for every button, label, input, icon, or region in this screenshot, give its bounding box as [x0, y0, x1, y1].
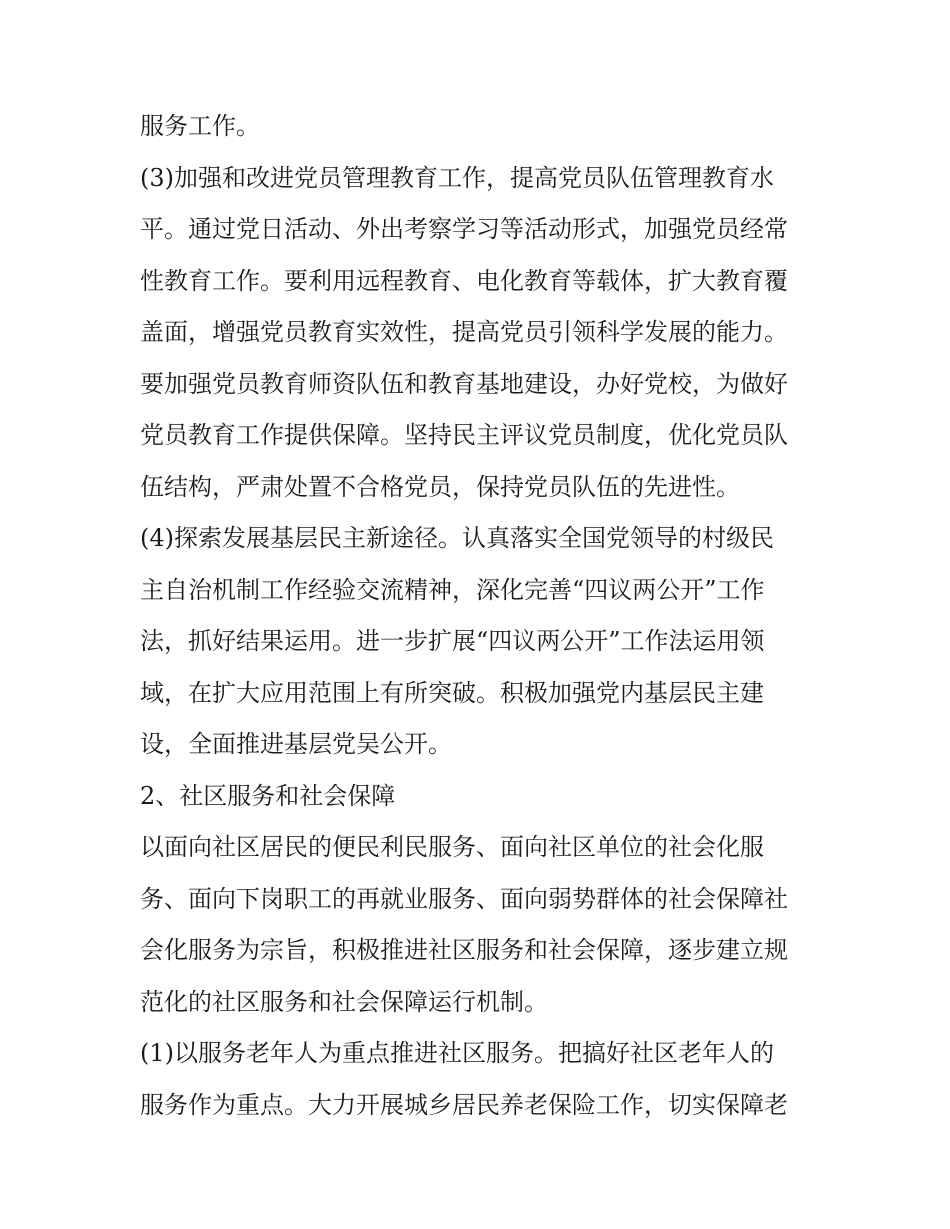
text-line: 域，在扩大应用范围上有所突破。积极加强党内基层民主建 — [140, 678, 764, 707]
text-line: 服务工作。 — [140, 112, 260, 140]
text-line: 性教育工作。要利用远程教育、电化教育等载体，扩大教育覆 — [140, 266, 788, 295]
text-line: 设，全面推进基层党吴公开。 — [140, 730, 452, 758]
text-line: 范化的社区服务和社会保障运行机制。 — [140, 987, 548, 1016]
text-line: 以面向社区居民的便民利民服务、面向社区单位的社会化服 — [140, 833, 764, 861]
document-body — [140, 101, 830, 1131]
text-line: 服务作为重点。大力开展城乡居民养老保险工作，切实保障老 — [140, 1090, 788, 1119]
text-line: 会化服务为宗旨，积极推进社区服务和社会保障，逐步建立规 — [140, 936, 788, 964]
text-line: 伍结构，严肃处置不合格党员，保持党员队伍的先进性。 — [140, 472, 740, 501]
text-line: (4)探索发展基层民主新途径。认真落实全国党领导的村级民 — [140, 524, 774, 552]
text-line: 平。通过党日活动、外出考察学习等活动形式，加强党员经常 — [140, 215, 788, 243]
text-line: 法，抓好结果运用。进一步扩展“四议两公开”工作法运用领 — [140, 627, 765, 655]
text-line: 主自治机制工作经验交流精神，深化完善“四议两公开”工作 — [140, 575, 765, 604]
text-line: 党员教育工作提供保障。坚持民主评议党员制度，优化党员队 — [140, 421, 788, 449]
text-line: 要加强党员教育师资队伍和教育基地建设，办好党校，为做好 — [140, 369, 788, 398]
text-line: 务、面向下岗职工的再就业服务、面向弱势群体的社会保障社 — [140, 884, 788, 913]
text-line: (3)加强和改进党员管理教育工作，提高党员队伍管理教育水 — [140, 163, 774, 192]
text-line: 盖面，增强党员教育实效性，提高党员引领科学发展的能力。 — [140, 318, 788, 346]
text-line: (1)以服务老年人为重点推进社区服务。把搞好社区老年人的 — [140, 1039, 774, 1067]
section-heading: 2、社区服务和社会保障 — [140, 781, 396, 810]
